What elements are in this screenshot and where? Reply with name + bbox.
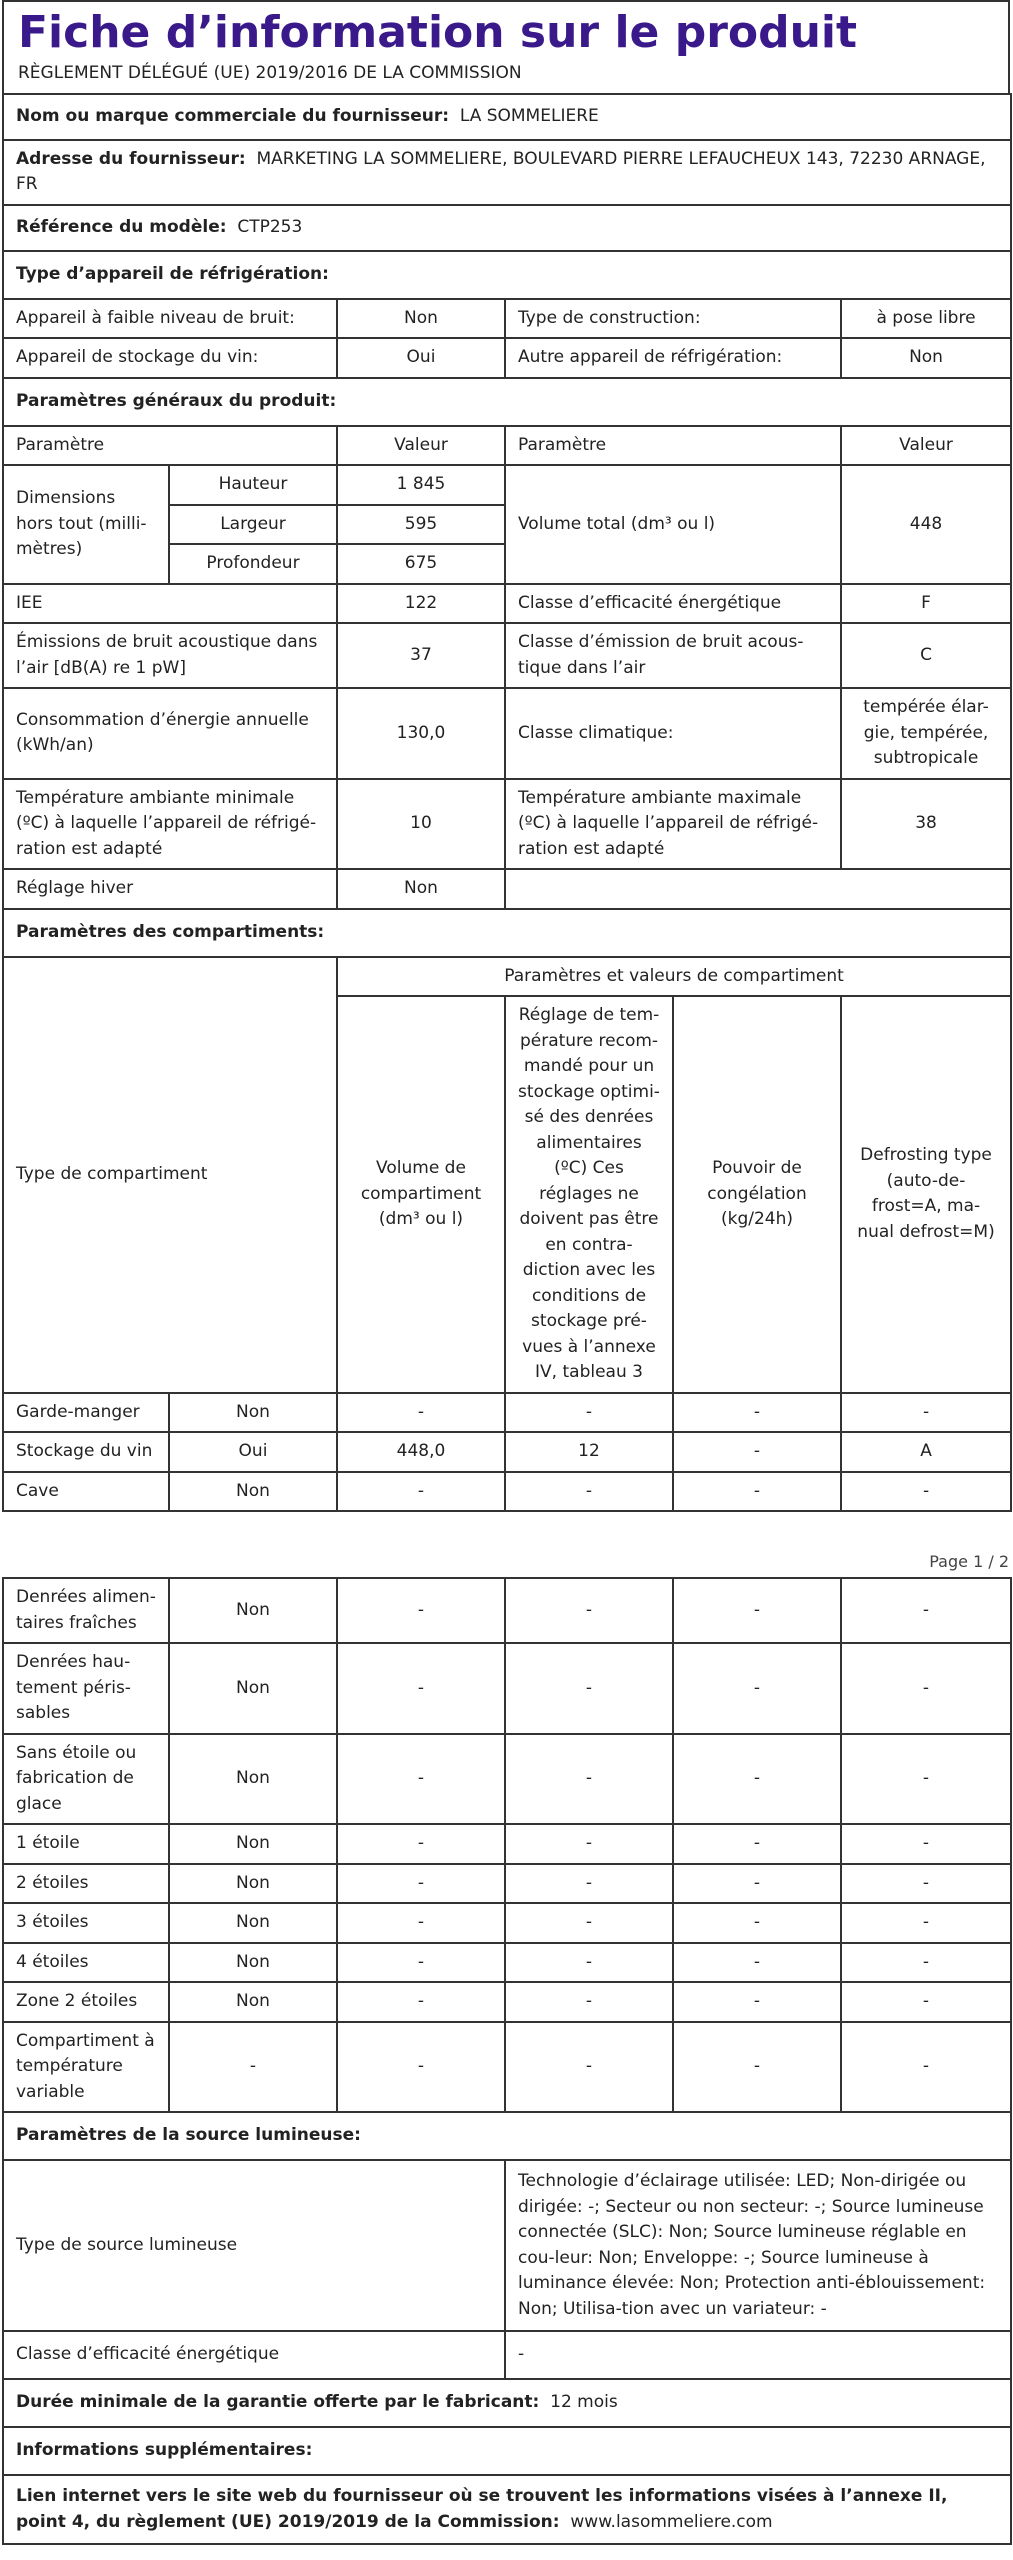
noise-value: 37 bbox=[337, 623, 505, 688]
compartment-volume: - bbox=[337, 1643, 505, 1734]
table-row bbox=[3, 1824, 1011, 1864]
height-label: Hauteur bbox=[169, 465, 337, 505]
compartment-name: 3 étoiles bbox=[3, 1903, 169, 1943]
table-row bbox=[3, 1864, 1011, 1904]
light-energy-class-row bbox=[3, 2331, 1011, 2379]
supplier-address-label: Adresse du fournisseur: bbox=[16, 148, 246, 169]
general-params-header-row bbox=[3, 426, 1011, 466]
defrosting-type: - bbox=[841, 1578, 1011, 1643]
compartment-name: Compartiment à température variable bbox=[3, 2022, 169, 2113]
compartment-name: Cave bbox=[3, 1472, 169, 1512]
defrosting-type-header: Defrosting type (auto-de-frost=A, ma-nual defrost=M) bbox=[841, 996, 1011, 1393]
winter-setting-value: Non bbox=[337, 869, 505, 909]
freezing-capacity: - bbox=[673, 1432, 841, 1472]
empty-cell bbox=[505, 869, 1011, 909]
temperature-range-row bbox=[3, 779, 1011, 870]
table-row bbox=[3, 1734, 1011, 1825]
compartment-params-section bbox=[3, 909, 1011, 957]
climate-class-value: tempérée élar-gie, tempérée, subtropicale bbox=[841, 688, 1011, 779]
defrosting-type: - bbox=[841, 1943, 1011, 1983]
freezing-capacity: - bbox=[673, 1472, 841, 1512]
freezing-capacity: - bbox=[673, 2022, 841, 2113]
compartment-present: Non bbox=[169, 1578, 337, 1643]
compartment-volume: - bbox=[337, 2022, 505, 2113]
temperature-setting: - bbox=[505, 1943, 673, 1983]
consumption-label: Consommation d’énergie annuelle (kWh/an) bbox=[3, 688, 337, 779]
noise-label: Émissions de bruit acoustique dans l’air [dB(A) re 1 pW] bbox=[3, 623, 337, 688]
supplier-address-value: MARKETING LA SOMMELIERE, BOULEVARD PIERRE LEFAUCHEUX 143, 72230 ARNAGE, FR bbox=[16, 148, 986, 195]
light-energy-class-value: - bbox=[505, 2331, 1011, 2379]
compartment-name: Zone 2 étoiles bbox=[3, 1982, 169, 2022]
freezing-capacity: - bbox=[673, 1824, 841, 1864]
compartment-volume-header: Volume de compartiment (dm³ ou l) bbox=[337, 996, 505, 1393]
supplier-link-row bbox=[3, 2475, 1011, 2544]
compartment-name: Sans étoile ou fabrication de glace bbox=[3, 1734, 169, 1825]
depth-label: Profondeur bbox=[169, 544, 337, 584]
additional-info-section bbox=[3, 2427, 1011, 2475]
construction-type-value: à pose libre bbox=[841, 299, 1011, 339]
freezing-capacity: - bbox=[673, 1903, 841, 1943]
iee-value: 122 bbox=[337, 584, 505, 624]
wine-storage-label: Appareil de stockage du vin: bbox=[3, 338, 337, 378]
supplier-name-row bbox=[3, 94, 1011, 140]
freezing-capacity: - bbox=[673, 1643, 841, 1734]
compartment-present: Non bbox=[169, 1903, 337, 1943]
wine-storage-value: Oui bbox=[337, 338, 505, 378]
supplier-name-label: Nom ou marque commerciale du fournisseur: bbox=[16, 105, 450, 126]
table-row bbox=[3, 1982, 1011, 2022]
defrosting-type: - bbox=[841, 1734, 1011, 1825]
table-row bbox=[3, 1393, 1011, 1433]
table-row bbox=[3, 1432, 1011, 1472]
temperature-setting-header: Réglage de tem-pérature recom-mandé pour un stockage optimi-sé des denrées alimentaires (ºC) Ces réglages ne doivent pas être en contra-diction avec les conditions de stockage pré-vues à l’annexe IV, tableau 3 bbox=[505, 996, 673, 1393]
wine-storage-row bbox=[3, 338, 1011, 378]
temperature-setting: - bbox=[505, 1824, 673, 1864]
temperature-setting: 12 bbox=[505, 1432, 673, 1472]
compartment-present: Oui bbox=[169, 1432, 337, 1472]
max-temp-label: Température ambiante maximale (ºC) à laquelle l’appareil de réfrigé-ration est adapté bbox=[505, 779, 841, 870]
table-row bbox=[3, 1943, 1011, 1983]
low-noise-value: Non bbox=[337, 299, 505, 339]
compartment-present: - bbox=[169, 2022, 337, 2113]
iee-row bbox=[3, 584, 1011, 624]
model-reference-row bbox=[3, 205, 1011, 251]
page-number: Page 1 / 2 bbox=[929, 1552, 1009, 1572]
additional-info-heading: Informations supplémentaires: bbox=[3, 2427, 1011, 2475]
freezing-capacity: - bbox=[673, 1578, 841, 1643]
min-temp-label: Température ambiante minimale (ºC) à laquelle l’appareil de réfrigé-ration est adapté bbox=[3, 779, 337, 870]
compartment-name: Denrées hau-tement péris-sables bbox=[3, 1643, 169, 1734]
min-temp-value: 10 bbox=[337, 779, 505, 870]
freezing-capacity: - bbox=[673, 1982, 841, 2022]
height-value: 1 845 bbox=[337, 465, 505, 505]
total-volume-label: Volume total (dm³ ou l) bbox=[505, 465, 841, 584]
defrosting-type: - bbox=[841, 1824, 1011, 1864]
value-column-header-2: Valeur bbox=[841, 426, 1011, 466]
warranty-row bbox=[3, 2379, 1011, 2427]
compartment-volume: - bbox=[337, 1982, 505, 2022]
compartment-volume: - bbox=[337, 1824, 505, 1864]
freezing-capacity: - bbox=[673, 1734, 841, 1825]
defrosting-type: - bbox=[841, 1393, 1011, 1433]
other-appliance-value: Non bbox=[841, 338, 1011, 378]
supplier-link-label: Lien internet vers le site web du fournisseur où se trouvent les informations visées à l’annexe II, point 4, du règlement (UE) 2019/2019 de la Commission: bbox=[16, 2486, 948, 2532]
defrosting-type: - bbox=[841, 1903, 1011, 1943]
compartment-present: Non bbox=[169, 1472, 337, 1512]
freezing-capacity: - bbox=[673, 1393, 841, 1433]
compartment-group-header-row bbox=[3, 957, 1011, 997]
table-row bbox=[3, 1472, 1011, 1512]
compartment-present: Non bbox=[169, 1393, 337, 1433]
noise-class-label: Classe d’émission de bruit acous-tique dans l’air bbox=[505, 623, 841, 688]
climate-class-label: Classe climatique: bbox=[505, 688, 841, 779]
winter-setting-label: Réglage hiver bbox=[3, 869, 337, 909]
temperature-setting: - bbox=[505, 1903, 673, 1943]
consumption-value: 130,0 bbox=[337, 688, 505, 779]
table-row bbox=[3, 1903, 1011, 1943]
compartment-params-heading: Paramètres des compartiments: bbox=[3, 909, 1011, 957]
supplier-link-value[interactable]: www.lasommeliere.com bbox=[570, 2511, 773, 2532]
appliance-type-section bbox=[3, 251, 1011, 299]
general-params-heading: Paramètres généraux du produit: bbox=[3, 378, 1011, 426]
light-source-type-label: Type de source lumineuse bbox=[3, 2160, 505, 2331]
general-params-section bbox=[3, 378, 1011, 426]
energy-class-value: F bbox=[841, 584, 1011, 624]
model-reference-label: Référence du modèle: bbox=[16, 216, 227, 237]
compartment-volume: - bbox=[337, 1472, 505, 1512]
temperature-setting: - bbox=[505, 1864, 673, 1904]
max-temp-value: 38 bbox=[841, 779, 1011, 870]
compartment-volume: - bbox=[337, 1864, 505, 1904]
compartment-name: 4 étoiles bbox=[3, 1943, 169, 1983]
compartment-volume: - bbox=[337, 1393, 505, 1433]
freezing-capacity: - bbox=[673, 1864, 841, 1904]
compartment-rows-page1 bbox=[3, 1393, 1011, 1512]
low-noise-row bbox=[3, 299, 1011, 339]
warranty-label: Durée minimale de la garantie offerte par le fabricant: bbox=[16, 2392, 540, 2413]
regulation-reference: RÈGLEMENT DÉLÉGUÉ (UE) 2019/2016 DE LA COMMISSION bbox=[18, 62, 522, 83]
compartment-present: Non bbox=[169, 1864, 337, 1904]
temperature-setting: - bbox=[505, 1472, 673, 1512]
defrosting-type: - bbox=[841, 1472, 1011, 1512]
page-title: Fiche d’information sur le produit bbox=[18, 7, 858, 58]
freezing-capacity: - bbox=[673, 1943, 841, 1983]
table-row bbox=[3, 1578, 1011, 1643]
temperature-setting: - bbox=[505, 1393, 673, 1433]
compartment-name: Denrées alimen-taires fraîches bbox=[3, 1578, 169, 1643]
compartment-name: 1 étoile bbox=[3, 1824, 169, 1864]
defrosting-type: A bbox=[841, 1432, 1011, 1472]
consumption-row bbox=[3, 688, 1011, 779]
compartment-present: Non bbox=[169, 1943, 337, 1983]
winter-setting-row bbox=[3, 869, 1011, 909]
compartment-volume: - bbox=[337, 1943, 505, 1983]
other-appliance-label: Autre appareil de réfrigération: bbox=[505, 338, 841, 378]
param-column-header-2: Paramètre bbox=[505, 426, 841, 466]
noise-row bbox=[3, 623, 1011, 688]
compartment-present: Non bbox=[169, 1643, 337, 1734]
compartment-type-header: Type de compartiment bbox=[3, 957, 337, 1393]
table-row bbox=[3, 1643, 1011, 1734]
compartment-name: 2 étoiles bbox=[3, 1864, 169, 1904]
compartment-group-header: Paramètres et valeurs de compartiment bbox=[337, 957, 1011, 997]
light-energy-class-label: Classe d’efficacité énergétique bbox=[3, 2331, 505, 2379]
total-volume-value: 448 bbox=[841, 465, 1011, 584]
compartment-volume: 448,0 bbox=[337, 1432, 505, 1472]
light-source-type-value: Technologie d’éclairage utilisée: LED; Non-dirigée ou dirigée: -; Secteur ou non secteur: -; Source lumineuse connectée (SLC): Non; Source lumineuse réglable en cou-leur: Non; Enveloppe: -; Source lumineuse à luminance élevée: Non; Protection anti-éblouissement: Non; Utilisa-tion avec un variateur: - bbox=[505, 2160, 1011, 2331]
supplier-name-value: LA SOMMELIERE bbox=[459, 105, 599, 126]
appliance-type-heading: Type d’appareil de réfrigération: bbox=[3, 251, 1011, 299]
temperature-setting: - bbox=[505, 1643, 673, 1734]
defrosting-type: - bbox=[841, 1864, 1011, 1904]
defrosting-type: - bbox=[841, 2022, 1011, 2113]
energy-class-label: Classe d’efficacité énergétique bbox=[505, 584, 841, 624]
temperature-setting: - bbox=[505, 1734, 673, 1825]
dimensions-label: Dimensions hors tout (milli-mètres) bbox=[3, 465, 169, 584]
light-source-section bbox=[3, 2112, 1011, 2160]
light-source-type-row bbox=[3, 2160, 1011, 2331]
width-label: Largeur bbox=[169, 505, 337, 545]
compartment-name: Stockage du vin bbox=[3, 1432, 169, 1472]
table-row bbox=[3, 2022, 1011, 2113]
height-row bbox=[3, 465, 1011, 505]
compartment-volume: - bbox=[337, 1578, 505, 1643]
freezing-capacity-header: Pouvoir de congélation (kg/24h) bbox=[673, 996, 841, 1393]
construction-type-label: Type de construction: bbox=[505, 299, 841, 339]
compartment-present: Non bbox=[169, 1824, 337, 1864]
supplier-address-row bbox=[3, 140, 1011, 205]
defrosting-type: - bbox=[841, 1982, 1011, 2022]
compartment-volume: - bbox=[337, 1903, 505, 1943]
temperature-setting: - bbox=[505, 2022, 673, 2113]
param-column-header: Paramètre bbox=[3, 426, 337, 466]
value-column-header: Valeur bbox=[337, 426, 505, 466]
temperature-setting: - bbox=[505, 1982, 673, 2022]
warranty-value: 12 mois bbox=[550, 2392, 618, 2413]
compartment-rows-page2 bbox=[3, 1578, 1011, 2112]
compartment-volume: - bbox=[337, 1734, 505, 1825]
iee-label: IEE bbox=[3, 584, 337, 624]
product-table-page2 bbox=[2, 1577, 1012, 2545]
light-source-heading: Paramètres de la source lumineuse: bbox=[3, 2112, 1011, 2160]
product-table-page1 bbox=[2, 93, 1012, 1513]
depth-value: 675 bbox=[337, 544, 505, 584]
noise-class-value: C bbox=[841, 623, 1011, 688]
compartment-present: Non bbox=[169, 1982, 337, 2022]
temperature-setting: - bbox=[505, 1578, 673, 1643]
width-value: 595 bbox=[337, 505, 505, 545]
low-noise-label: Appareil à faible niveau de bruit: bbox=[3, 299, 337, 339]
compartment-present: Non bbox=[169, 1734, 337, 1825]
model-reference-value: CTP253 bbox=[237, 216, 303, 237]
defrosting-type: - bbox=[841, 1643, 1011, 1734]
compartment-name: Garde-manger bbox=[3, 1393, 169, 1433]
sheet-header bbox=[2, 0, 1010, 95]
